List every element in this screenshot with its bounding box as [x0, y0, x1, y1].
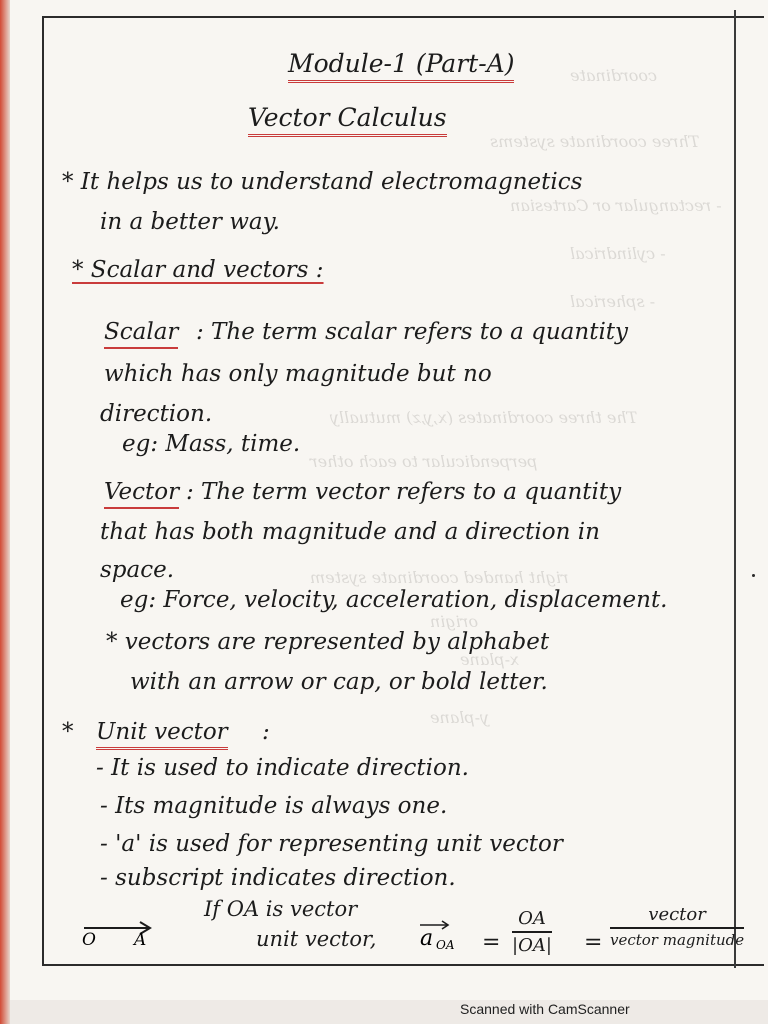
fraction-bar: [610, 927, 744, 929]
vector-example: eg: Force, velocity, acceleration, displacement.: [120, 587, 668, 613]
unit-vector-bullet: *: [62, 719, 74, 745]
unit-vector-line: unit vector,: [256, 927, 377, 951]
fraction-denominator: |OA|: [512, 935, 552, 956]
ghost-line: - spherical: [570, 292, 656, 311]
unit-vector-point: - Its magnitude is always one.: [100, 793, 448, 819]
scalar-definition-line: : The term scalar refers to a quantity: [196, 319, 629, 345]
ghost-line: Three coordinate systems: [490, 132, 700, 151]
section-heading-scalar-vectors: * Scalar and vectors :: [72, 257, 324, 283]
ghost-line: perpendicular to each other: [310, 452, 538, 471]
fraction-bar: [512, 931, 552, 933]
ghost-line: The three coordinates (x,y,z) mutually: [330, 408, 638, 427]
scalar-definition-line: direction.: [100, 401, 213, 427]
unit-vector-symbol: [418, 916, 455, 952]
ghost-line: x-plane: [460, 650, 519, 669]
fraction-numerator: vector: [648, 904, 706, 925]
ghost-line: - rectangular or Cartesian: [510, 196, 722, 215]
page-edge: [0, 0, 10, 1024]
ghost-line: coordinate: [570, 66, 657, 85]
page-subtitle: Vector Calculus: [248, 104, 447, 137]
vector-definition-line: that has both magnitude and a direction in: [100, 519, 600, 545]
unit-vector-point: - subscript indicates direction.: [100, 865, 456, 891]
ghost-line: y-plane: [430, 708, 490, 727]
scalar-definition-line: which has only magnitude but no: [104, 361, 492, 387]
page-border-right: [734, 10, 736, 968]
page-title: Module-1 (Part-A): [288, 50, 514, 83]
ghost-line: - cylindrical: [570, 244, 666, 263]
equals-sign: =: [584, 930, 603, 955]
unit-vector-point: - 'a' is used for representing unit vector: [100, 831, 563, 857]
vector-start-label: O: [82, 930, 96, 950]
equals-sign: =: [482, 930, 501, 955]
scalar-label: Scalar: [104, 320, 178, 349]
vector-definition-line: space.: [100, 557, 175, 583]
intro-line: * It helps us to understand electromagnetics: [62, 169, 583, 195]
fraction-vector: [610, 904, 744, 949]
intro-line: in a better way.: [100, 209, 280, 235]
unit-vector-a: a: [420, 926, 434, 951]
unit-vector-colon: :: [262, 719, 270, 745]
fraction-denominator: vector magnitude: [610, 931, 745, 949]
scalar-example: eg: Mass, time.: [122, 431, 301, 457]
vector-definition-line: : The term vector refers to a quantity: [186, 479, 622, 505]
ink-speck: [752, 574, 755, 577]
vector-label: Vector: [104, 480, 179, 509]
vector-note-line: with an arrow or cap, or bold letter.: [130, 669, 548, 695]
fraction-oa: [512, 908, 552, 956]
ghost-line: origin: [430, 612, 479, 631]
fraction-numerator: OA: [518, 908, 546, 929]
unit-vector-point: - It is used to indicate direction.: [96, 755, 469, 781]
vector-diagram: [78, 918, 168, 962]
ghost-line: right handed coordinate system: [310, 568, 569, 587]
if-line: If OA is vector: [204, 897, 358, 921]
scanner-watermark: Scanned with CamScanner: [460, 1001, 630, 1017]
unit-vector-subscript: OA: [436, 938, 455, 952]
vector-note-line: * vectors are represented by alphabet: [106, 629, 550, 655]
section-heading-unit-vector: Unit vector: [96, 720, 228, 750]
vector-end-label: A: [134, 930, 147, 950]
